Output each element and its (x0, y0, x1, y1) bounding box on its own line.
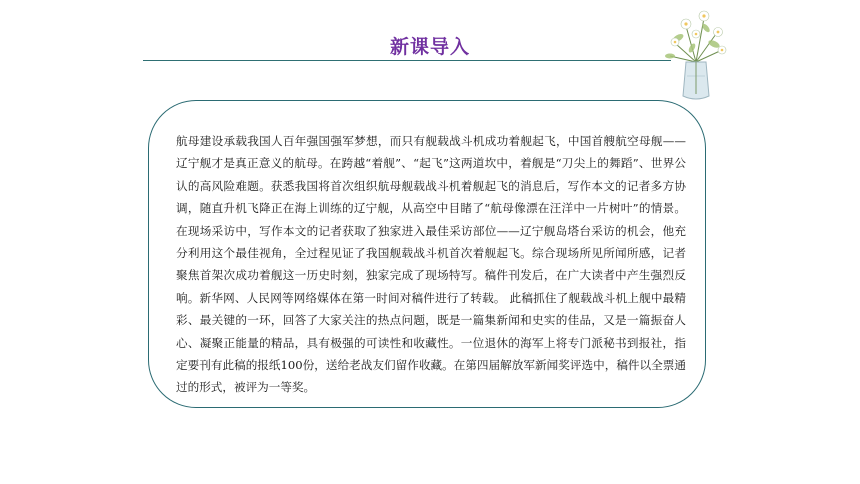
title-underline (143, 60, 671, 61)
body-paragraph: 航母建设承载我国人百年强国强军梦想，而只有舰载战斗机成功着舰起飞，中国首艘航空母舰——辽宁舰才是真正意义的航母。在跨越“着舰”、“起飞”这两道坎中，着舰是“刀尖上的舞蹈”、世界公认的高风险难题。获悉我国将首次组织航母舰载战斗机着舰起飞的消息后，写作本文的记者多方协调，随直升机飞降正在海上训练的辽宁舰，从高空中目睹了“航母像漂在汪洋中一片树叶”的情景。在现场采访中，写作本文的记者获取了独家进入最佳采访部位——辽宁舰岛塔台采访的机会，他充分利用这个最佳视角，全过程见证了我国舰载战斗机首次着舰起飞。综合现场所见所闻所感，记者聚焦首架次成功着舰这一历史时刻，独家完成了现场特写。稿件刊发后，在广大读者中产生强烈反响。新华网、人民网等网络媒体在第一时间对稿件进行了转载。 此稿抓住了舰载战斗机上舰中最精彩、最关键的一环，回答了大家关注的热点问题，既是一篇集新闻和史实的佳品，又是一篇振奋人心、凝聚正能量的精品，具有极强的可读性和收藏性。一位退休的海军上将专门派秘书到报社，指定要刊有此稿的报纸100份，送给老战友们留作收藏。在第四届解放军新闻奖评选中，稿件以全票通过的形式，被评为一等奖。 (176, 134, 686, 395)
flower-vase-icon (656, 4, 736, 104)
slide-title: 新课导入 (389, 36, 470, 58)
